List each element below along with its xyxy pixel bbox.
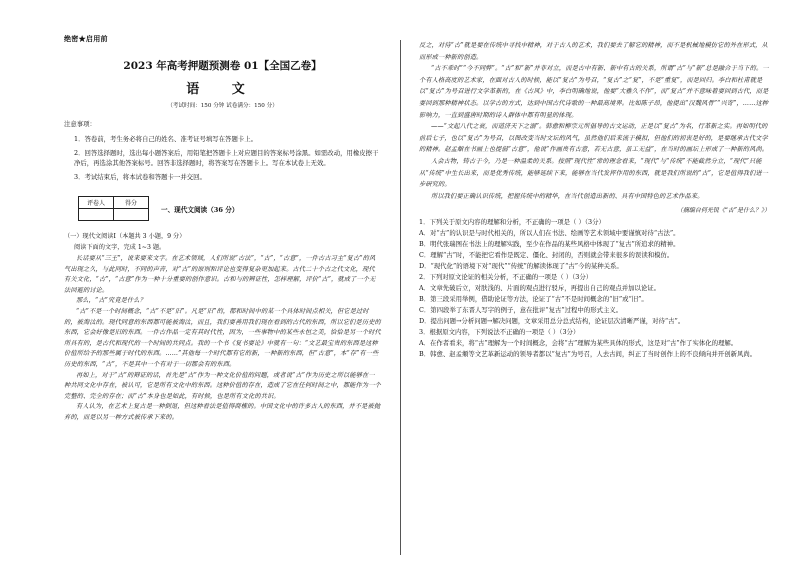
- question-option: C．理解“古”时，不能把它看作是既定、僵化、封闭的，否则就会带来很多的误读和模仿。: [419, 251, 674, 260]
- question-option: D．“现代化”的语境下对“现代”“传统”的解读体现了“古”今的某种关系。: [419, 262, 623, 271]
- question-option: B．第三段采用举例，借助论证等方法，论证了“古”不是时间概念的“旧”或“旧”。: [419, 295, 648, 304]
- notice-item: 3．考试结束后，将本试卷和答题卡一并交回。: [74, 173, 206, 181]
- passage-paragraph: 长话要从“三王”，说来要来文字。在艺术领域，人们所说“古法”，“古”，“古意”，一件古古习主“复古”的风气出现之久，与此同时，不同的声音，对“古”的原则和评论也变得复杂更加起来。古代二十个古之代文化，现代有关文化，“古”，“古意”作为一种十分重要的创作意识。古和与的辨证性，怎样理解，评价“古”，就成了一个无法回避的讨论。: [64, 255, 376, 294]
- question-option: B．韩愈、赵孟頫等文艺革新运动的领导者都以“复古”为号召，人去古间，纠正了当时创作上的不良倾向并开创新风尚。: [419, 350, 757, 359]
- score-table: [78, 196, 149, 221]
- question-option: A．文章先破后立，对肤浅的、片面的观点进行驳斥，再提出自己的观点并加以论证。: [419, 284, 661, 293]
- subsection-instruction: 阅读下面的文字，完成 1~3 题。: [74, 244, 166, 251]
- score-table-score-cell: [114, 209, 149, 221]
- secret-mark: 绝密★启用前: [64, 34, 108, 43]
- passage-paragraph: “古不乖时”“今不同弊”。“古”和“新”并非对立，而是古中有新、新中有古的关系，所谓“古”与“新”总是融合于当下的。一个有人格高度的艺术家，在面对古人的时候，能以“复古”为号召，“复古”之“复”，不是“重复”，而是回归。李白和杜甫就是以“复古”为号召进行文学革新的，在《古风》中，李白明确地说，他要“大雅久不作”，而“复古”并不意味着要回到古代，而是要回到那种精神状态。以学古的方式，达到中国古代诗歌的一种最高境界。比如陈子昂，他提出“汉魏风骨”“兴寄”，……这种影响力，一直到盛唐时期的诗人群体中都有明显的体现。: [419, 65, 769, 119]
- passage-paragraph: 再如上，对于“古”的辩证的话，首先是“古”作为一种文化价值的问题，或者说“古”作为历史之所以能够在一种共同文化中存在，被认可，它是所有文化中的东西。这种价值的存在，造成了它在任何时间之中，都能作为一个完整的、完全的存在；而“古”本身也是如此，有时候，也是所有文化的共识。: [64, 371, 381, 400]
- passage-paragraph: “古”不是一个时间概念，“古”不是“旧”。凡是“旧”的，都和时间中的某一个具体时间点相关，但它是过时的，被淘汰的。现代同意的东西都可能被淘汰，而且，我们要善用我们现在看到的古代的东西，所以它们是历史的东西，它会好像是旧的东西。一件古作品一定有其时代性，因为，一些事物中的某些永恒之美，恰恰是另一个时代所具有的，是古代和现代的一个时间的共同点。我的一个书《复书要论》中就有一句：“文艺最宝贵的东西是这种价值所给予的那些属于时代的东西。……”其他每一个时代都有它的新，一种新的东西，但“古意”，本“存”有一些历史的东西，“古”，不是其中一个有对于一切都会有的东西。: [64, 307, 381, 368]
- question-stem: 2．下列对原文论证的相关分析，不正确的一项是（ ）（3分）: [419, 273, 593, 282]
- passage-paragraph: 人会古物，铸古于今，乃是一种温柔的关系。按照“现代性”常的理念看来，“现代”与“传统”不能截然分立，“现代”只能从“传统”中生长出来，而是优秀传统，能够延续下来，能够在当代发挥作用的东西，就是我们所说的“古”，它是值得我们进一步研究的。: [419, 157, 769, 189]
- passage-paragraph: 反之，对待“古”就是要在传统中寻找中精神，对于古人的艺术，我们要去了解它的精神，而不是机械地模仿它的外在形式，从而形成一种新的创造。: [419, 42, 768, 61]
- exam-title: 2023 年高考押题预测卷 01【全国乙卷】: [123, 60, 322, 72]
- score-table-grader-header: 评卷人: [79, 197, 114, 209]
- score-table-score-header: 得分: [114, 197, 149, 209]
- passage-paragraph: 那么，“古”究竟是什么？: [76, 297, 147, 305]
- question-option: C．第四段举了东晋人写字的例子，意在批评“复古”过程中的形式主义。: [419, 306, 623, 315]
- passage-paragraph: 有人认为，在艺术上复古是一种倒退，但这种看法是值得商榷的。中国文化中的许多古人的东西，并不是被抛弃的，而是以另一种方式被传承下来的。: [64, 403, 381, 421]
- right-page: [397, 0, 794, 562]
- question-stem: 1．下列关于原文内容的理解和分析，不正确的一项是（ ）（3分）: [419, 218, 605, 227]
- exam-subject: 语 文: [186, 82, 259, 97]
- notice-item: 1．答卷前，考生务必将自己的姓名、准考证号填写在答题卡上。: [74, 135, 258, 143]
- section-title: 一、现代文阅读（36 分）: [161, 205, 239, 214]
- question-option: A．在作者看来，将“古”理解为一个时间概念，会将“古”理解为某些具体的形式，这是对“古”作了实体化的理解。: [419, 339, 738, 348]
- exam-meta: （考试时间：150 分钟 试卷满分：150 分）: [167, 103, 278, 109]
- passage-source: （摘编自何光锐《“古”是什么？》）: [676, 207, 770, 215]
- subsection-title: （一）现代文阅读Ⅰ（本题共 3 小题，9 分）: [64, 233, 186, 240]
- score-table-grader-cell: [79, 209, 114, 221]
- score-area: [78, 196, 381, 221]
- question-option: B．明代张瑞图在书法上的理解实践，至少在作品的某些风格中体现了“复古”所追求的精神。: [419, 240, 680, 249]
- passage-paragraph: ——“文起八代之衰，而道济天下之溺”。韩愈和柳宗元所倡导的古文运动，正是以“复古”为名，行革新之实。再如明代的前后七子，也以“复古”为号召，以图改变当时文坛的风气，虽然他们后来流于模拟，但他们的初衷是好的，是要继承古代文学的精神。赵孟頫在书画上也提倡“古意”，他说“作画贵有古意，若无古意，虽工无益”，在当时的画坛上形成了一种新的风尚。: [419, 123, 769, 154]
- passage-paragraph: 所以我们要正确认识传统，把握传统中的精华，在当代创造出新的、具有中国特色的艺术作品来。: [431, 192, 704, 200]
- question-option: A．对“古”的认识是与时代相关的，所以人们在书法、绘画等艺术领域中要谨慎对待“古法”。: [419, 229, 680, 238]
- question-option: D．提出问题→分析问题→解决问题，文章采用总分总式结构，论证层次清晰严谨，对待“古”。: [419, 317, 685, 326]
- notice-heading: 注意事项：: [64, 120, 96, 128]
- question-stem: 3．根据原文内容，下列说法不正确的一项是（ ）（3分）: [419, 328, 580, 337]
- notice-item: 2．回答选择题时，选出每小题答案后，用铅笔把答题卡上对应题目的答案标号涂黑。如需改动，用橡皮擦干净后，再选涂其他答案标号。回答非选择题时，将答案写在答题卡上。写在本试卷上无效。: [74, 149, 379, 167]
